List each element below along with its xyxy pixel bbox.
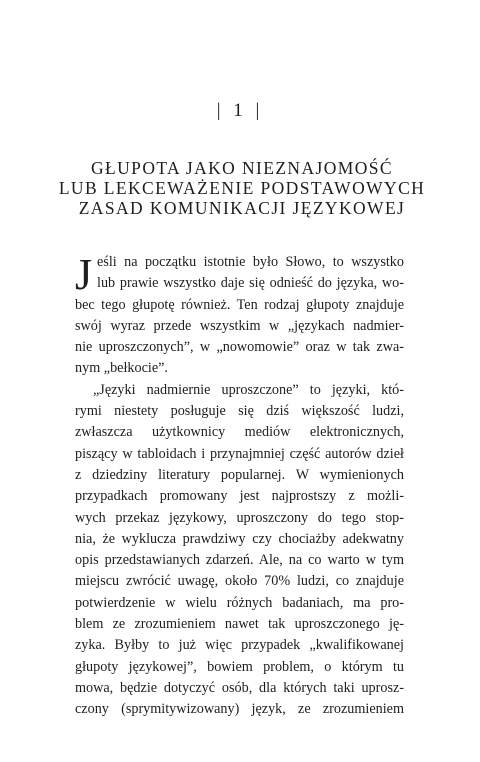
text-line: lub prawie wszystko daje się odnieść do języka, wo- [97, 275, 404, 292]
text-line: potwierdzenie w wielu różnych badaniach, ma pro- [75, 594, 404, 611]
drop-cap: J [75, 250, 93, 299]
body-text [75, 252, 404, 721]
text-line: bec tego głupotę również. Ten rodzaj głupoty znajduje [75, 296, 404, 313]
chapter-title [40, 158, 444, 218]
text-line: zyka. Byłby to już więc przypadek „kwalifikowanej [75, 637, 404, 654]
text-line: nym „bełkocie”. [75, 360, 168, 377]
text-line: zwłaszcza użytkownicy mediów elektronicznych, [75, 424, 404, 441]
text-line: „Języki nadmiernie uproszczone” to języki, któ- [93, 381, 404, 398]
text-line: wych przekaz językowy, uproszczony do tego stop- [75, 509, 404, 526]
chapter-title-line: GŁUPOTA JAKO NIEZNAJOMOŚĆ [91, 158, 393, 178]
paragraph-1 [75, 252, 404, 380]
text-line: piszący w tabloidach i przynajmniej część autorów dzieł [75, 445, 404, 462]
text-line: eśli na początku istotnie było Słowo, to wszystko [97, 254, 404, 270]
chapter-title-line: LUB LEKCEWAŻENIE PODSTAWOWYCH [58, 178, 426, 198]
text-line: głupoty językowej”, bowiem problem, o którym tu [75, 658, 404, 675]
text-line: miejscu zwrócić uwagę, około 70% ludzi, co znajduje [75, 573, 404, 590]
text-line: przypadkach promowany jest najprostszy z możli- [75, 488, 404, 505]
text-line: blem ze zrozumieniem nawet tak uproszczonego ję- [75, 616, 404, 633]
text-line: nia, że wyklucza prawdziwy czy chociażby adekwatny [75, 530, 404, 547]
text-line: swój wyraz przede wszystkim w „językach nadmier- [75, 317, 404, 334]
text-line: opis przedstawianych zdarzeń. Ale, na co warto w tym [75, 552, 404, 569]
text-line: nie uproszczonych”, w „nowomowie” oraz w tak zwa- [75, 339, 404, 356]
text-line: czony (sprymitywizowany) język, ze zrozumieniem [75, 701, 404, 718]
text-line: z dziedziny literatury popularnej. W wymienionych [75, 466, 404, 483]
chapter-number: | 1 | [216, 100, 264, 121]
text-line: mowa, będzie dotyczyć osób, dla których taki uprosz- [75, 679, 404, 696]
text-line: rymi niestety posługuje się dziś większość ludzi, [75, 403, 404, 420]
paragraph-2 [75, 380, 404, 721]
chapter-title-line: ZASAD KOMUNIKACJI JĘZYKOWEJ [78, 198, 406, 218]
